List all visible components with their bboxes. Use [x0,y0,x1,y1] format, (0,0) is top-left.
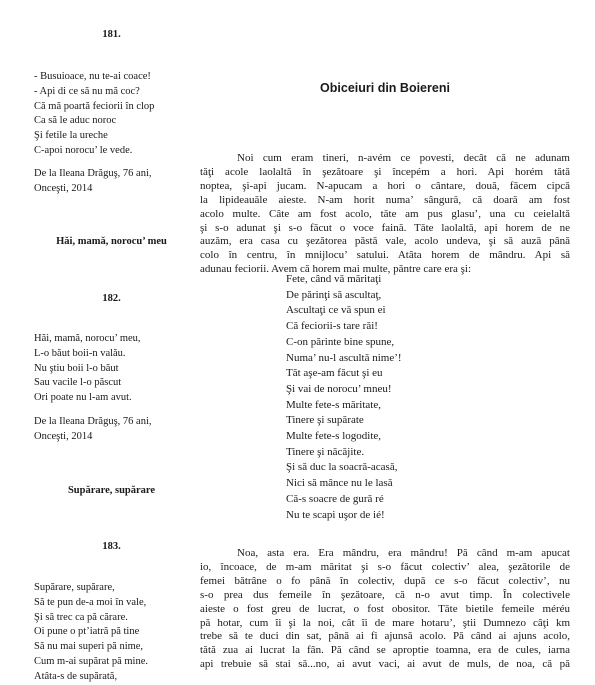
song-lyrics [34,70,199,159]
poem-line: De părinţi să ascultaţ, [286,288,382,301]
song-lyrics [34,581,199,685]
source-line: Onceşti, 2014 [34,183,93,194]
paragraph-line: adunau feciorii. Avem că horem mai multe, păntre care era şi: [200,263,472,276]
song-heading: Hăi, mamă, norocu’ meu [56,236,167,247]
paragraph [200,547,570,672]
poem-line: C-on părinte bine spune, [286,335,395,348]
poem-line: Tinere şi supărate [286,414,364,427]
lyric-line: Că mă poartă feciorii în clop [34,100,155,112]
paragraph-line: acolo multe. Câte am fost acolo, tăte am pus glasu’, una cu ceielaltă [200,207,570,220]
song-number: 183. [102,541,121,552]
poem-line: Nici să mânce nu le lasă [286,477,393,490]
poem-line: Multe fete-s logodite, [286,430,382,443]
song-number: 181. [102,29,121,40]
song-source [34,166,194,196]
paragraph-line: trebe să te duci din sat, până ai fi ajunsă acolo. Pă când ai ajuns acolo, [200,630,570,643]
lyric-line: C-apoi norocu’ le vede. [34,144,133,156]
source-line: Onceşti, 2014 [34,431,93,442]
poem-line: Multe fete-s măritate, [286,398,381,411]
paragraph-line: s-o prea dus femeile în şezătoare, că n-o avut timp. În colectivele [200,588,570,601]
lyric-line: Oi pune o pt’iatră pă tine [34,626,140,638]
lyric-line: L-o băut boii-n valău. [34,347,126,359]
poem-line: Şi să duc la soacră-acasă, [286,461,398,474]
poem-line: Şi vai de norocu’ mneu! [286,382,392,395]
article-title: Obiceiuri din Boiereni [320,81,450,95]
lyric-line: Şi să trec ca pă cărare. [34,611,128,623]
paragraph-line: tătă zua ai lucrat la fân. Pă când se aproptie toamna, era de cules, iarna [200,644,570,657]
poem-line: Tăt aşe-am făcut şi eu [286,367,383,380]
poem-line: Nu te scapi uşor de ié! [286,508,385,521]
lyric-line: Ca să le aduc noroc [34,115,117,127]
song-source [34,414,194,444]
lyric-line: Nu ştiu boii l-o băut [34,362,119,374]
paragraph-line: auzăm, era casa cu şezătorea păstă vale, acolo undeva, şi să auză până [200,235,570,248]
poem-line: Fete, când vă măritaţi [286,273,382,285]
poem-line: Tinere şi năcăjite. [286,445,365,458]
paragraph-line: tăţi acole laolaltă în şezătoare şi începém a hori. Api horém tătă [200,165,570,178]
source-line: De la Ileana Drăguş, 76 ani, [34,416,152,427]
poem-line: Că-s soacre de gură ré [286,492,384,505]
lyric-line: Să nu mai superi pă nime, [34,641,144,653]
paragraph-line: şi s-o adunat şi s-o făcut o voce faină. Tăte laolaltă, api horem de ne [200,221,570,234]
lyric-line: Sau vacile l-o păscut [34,377,122,389]
lyric-line: Hăi, mamă, norocu’ meu, [34,333,141,344]
poem-line: Ascultaţi ce vă spun ei [286,304,386,317]
paragraph-line: noptea, şi-api jucam. N-apucam a hori o cântare, două, făcem cipcă [200,179,570,192]
poem-line: Numa’ nu-l ascultă nime’! [286,351,402,364]
paragraph-line: Noa, asta era. Era mândru, era mândru! Pă când m-am apucat [237,547,570,559]
lyric-line: Şi fetile la ureche [34,130,108,142]
lyric-line: Supărare, supărare, [34,582,115,593]
lyric-line: Cum m-ai supărat pă mine. [34,655,149,667]
lyric-line: Să te pun de-a moi în vale, [34,596,147,608]
lyric-line: Ori poate nu l-am avut. [34,392,132,404]
lyric-line: Atâta-s de supărată, [34,670,118,682]
paragraph-line: api trebuie să stai să...no, ai avut vaci, ai avut de muls, de noa, că pă [200,658,570,671]
paragraph [200,152,570,277]
song-number: 182. [102,293,121,304]
lyric-line: - Busuioace, nu te-ai coace! [34,71,151,82]
paragraph-line: io, încoace, de m-am măritat şi s-o făcut colectiv’ alea, şezătorile de [200,560,570,573]
paragraph-line: la lipideauăle aieste. N-am horit numa’ sângură, că doară am fost [200,193,570,206]
paragraph-line: pă hotar, cum îi şi la noi, cât îi de mare hotaru’, ştii Dumnezo câţi km [200,616,570,629]
poem-line: Că feciorii-s tare răi! [286,320,378,333]
song-heading: Supărare, supărare [67,485,156,496]
poem [286,272,402,523]
paragraph-line: aieste o fost greu de lucrat, o fost obositor. Tăte bietile femeile méréu [200,602,570,615]
song-lyrics [34,332,199,406]
paragraph-line: Noi cum eram tineri, n-avém ce povesti, decât că ne adunam [237,152,570,164]
source-line: De la Ileana Drăguş, 76 ani, [34,168,152,179]
paragraph-line: colo în centru, în mnijlocu’ satului. Atâta horem de mândru. Api să [200,249,570,262]
paragraph-line: femei bătrâne o fo până în colectiv, după ce s-o făcut colectiv’, nu [200,574,570,587]
lyric-line: - Api di ce să nu mă coc? [34,85,140,97]
